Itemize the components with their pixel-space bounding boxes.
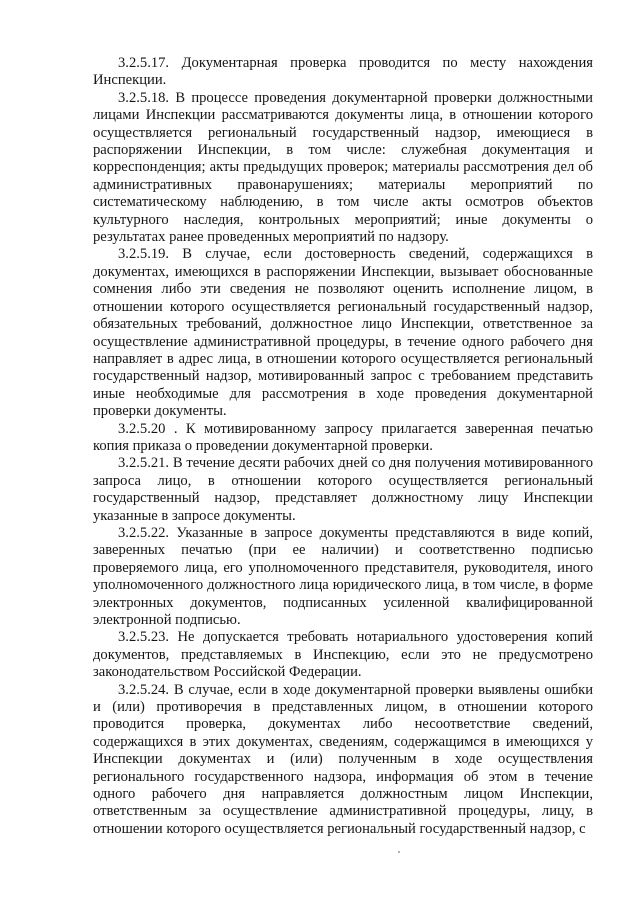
paragraph-3-2-5-22: 3.2.5.22. Указанные в запросе документы представляются в виде копий, заверенных печатью (при ее наличии) и соответственно подписью проверяемого лица, его уполномоченного представителя, руководителя, иного уполномоченного должностного лица юридического лица, в том числе, в форме электронных документов, подписанных усиленной квалифицированной электронной подписью. <box>93 524 593 628</box>
paragraph-3-2-5-19: 3.2.5.19. В случае, если достоверность сведений, содержащихся в документах, имеющихся в распоряжении Инспекции, вызывает обоснованные сомнения либо эти сведения не позволяют оценить исполнение лицом, в отношении которого осуществляется региональный государственный надзор, обязательных требований, должностное лицо Инспекции, ответственное за осуществление административной процедуры, в течение одного рабочего дня направляет в адрес лица, в отношении которого осуществляется региональный государственный надзор, мотивированный запрос с требованием представить иные необходимые для рассмотрения в ходе проведения документарной проверки документы. <box>93 246 593 420</box>
document-body <box>93 55 593 838</box>
scan-artifact <box>398 851 400 853</box>
paragraph-3-2-5-24: 3.2.5.24. В случае, если в ходе документарной проверки выявлены ошибки и (или) противоречия в представленных лицом, в отношении которого проводится проверка, документах либо несоответствие сведений, содержащихся в этих документах, сведениям, содержащимся в имеющихся у Инспекции документах и (или) полученным в ходе осуществления регионального государственного надзора, информация об этом в течение одного рабочего дня направляется должностным лицом Инспекции, ответственным за осуществление административной процедуры, лицу, в отношении которого осуществляется региональный государственный надзор, с <box>93 681 593 837</box>
paragraph-3-2-5-18: 3.2.5.18. В процессе проведения документарной проверки должностными лицами Инспекции рассматриваются документы лица, в отношении которого осуществляется региональный государственный надзор, имеющиеся в распоряжении Инспекции, в том числе: служебная документация и корреспонденция; акты предыдущих проверок; материалы рассмотрения дел об административных правонарушениях; материалы мероприятий по систематическому наблюдению, в том числе акты осмотров объектов культурного наследия, контрольных мероприятий; иные документы о результатах ранее проведенных мероприятий по надзору. <box>93 89 593 246</box>
paragraph-3-2-5-17: 3.2.5.17. Документарная проверка проводится по месту нахождения Инспекции. <box>93 55 593 89</box>
paragraph-3-2-5-21: 3.2.5.21. В течение десяти рабочих дней со дня получения мотивированного запроса лицо, в отношении которого осуществляется региональный государственный надзор, представляет должностному лицу Инспекции указанные в запросе документы. <box>93 455 593 524</box>
paragraph-3-2-5-20: 3.2.5.20 . К мотивированному запросу прилагается заверенная печатью копия приказа о проведении документарной проверки. <box>93 420 593 454</box>
paragraph-3-2-5-23: 3.2.5.23. Не допускается требовать нотариального удостоверения копий документов, представляемых в Инспекцию, если это не предусмотрено законодательством Российской Федерации. <box>93 629 593 681</box>
